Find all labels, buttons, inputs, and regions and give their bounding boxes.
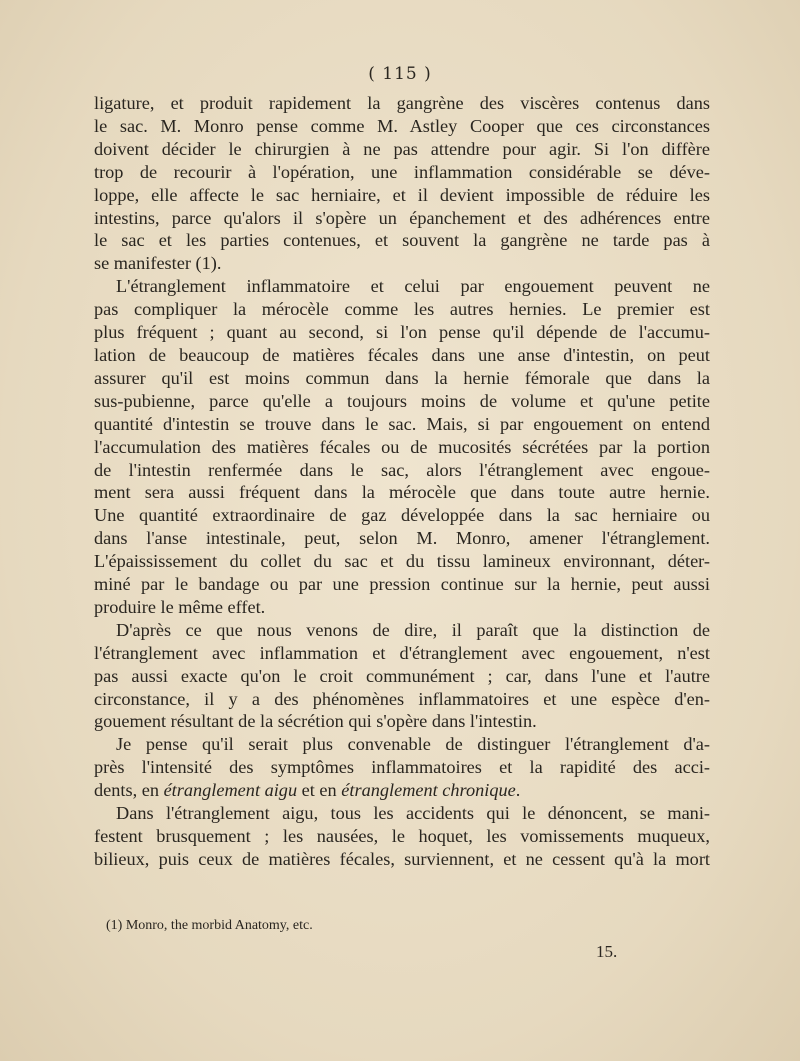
body-text [94,92,710,871]
text-line: Une quantité extraordinaire de gaz développée dans la sac herniaire ou [94,505,710,526]
text-line: D'après ce que nous venons de dire, il paraît que la distinction de [116,619,710,640]
text-line: bilieux, puis ceux de matières fécales, surviennent, et ne cessent qu'à la mort [94,848,710,869]
italic-term: étranglement aigu [163,780,298,801]
text-line: lation de beaucoup de matières fécales dans une anse d'intestin, on peut [94,344,710,365]
text-line: festent brusquement ; les nausées, le hoquet, les vomissements muqueux, [94,826,710,846]
text-fragment: dents, en [94,780,164,801]
text-line: produire le même effet. [94,596,266,617]
signature-mark: 15. [596,942,618,961]
text-line: gouement résultant de la sécrétion qui s'opère dans l'intestin. [94,711,537,732]
italic-term: étranglement chronique [341,780,516,801]
text-line: circonstance, il y a des phénomènes inflammatoires et une espèce d'en- [94,688,710,709]
page-number: ( 115 ) [368,64,432,84]
text-line: quantité d'intestin se trouve dans le sac. Mais, si par engouement on entend [94,413,710,434]
text-line: l'accumulation des matières fécales ou de mucosités sécrétées par la portion [94,436,710,457]
text-line: trop de recourir à l'opération, une inflammation considérable se déve- [94,161,710,182]
text-line: pas compliquer la mérocèle comme les autres hernies. Le premier est [94,299,710,320]
text-line: se manifester (1). [94,253,222,274]
text-line: Je pense qu'il serait plus convenable de distinguer l'étranglement d'a- [116,734,710,755]
text-fragment: et en [297,780,342,801]
text-line: pas aussi exacte qu'on le croit communément ; car, dans l'une et l'autre [94,665,710,686]
footnote: (1) Monro, the morbid Anatomy, etc. [106,918,313,933]
text-line: sus-pubienne, parce qu'elle a toujours moins de volume et qu'une petite [94,390,710,411]
text-line: plus fréquent ; quant au second, si l'on pense qu'il dépende de l'accumu- [94,322,710,343]
text-line: de l'intestin renfermée dans le sac, alors l'étranglement avec engoue- [94,459,710,480]
text-line: ment sera aussi fréquent dans la mérocèle que dans toute autre hernie. [94,482,710,503]
text-line: L'étranglement inflammatoire et celui par engouement peuvent ne [116,276,710,297]
text-line: intestins, parce qu'alors il s'opère un épanchement et des adhérences entre [94,207,710,228]
text-line: près l'intensité des symptômes inflammatoires et la rapidité des acci- [94,757,710,778]
text-fragment: . [515,780,521,801]
text-line: L'épaississement du collet du sac et du tissu lamineux environnant, déter- [94,551,710,572]
text-line: dans l'anse intestinale, peut, selon M. Monro, amener l'étranglement. [94,528,710,549]
text-line: loppe, elle affecte le sac herniaire, et il devient impossible de réduire les [94,184,710,205]
text-line: Dans l'étranglement aigu, tous les accidents qui le dénoncent, se mani- [116,803,710,824]
text-line: assurer qu'il est moins commun dans la hernie fémorale que dans la [94,367,710,388]
text-line [94,779,710,802]
text-line: doivent décider le chirurgien à ne pas attendre pour agir. Si l'on diffère [94,138,710,159]
text-line: le sac et les parties contenues, et souvent la gangrène ne tarde pas à [94,230,710,251]
text-line: le sac. M. Monro pense comme M. Astley Cooper que ces circonstances [94,115,710,136]
text-line: miné par le bandage ou par une pression continue sur la hernie, peut aussi [94,574,710,595]
text-line: l'étranglement avec inflammation et d'étranglement avec engouement, n'est [94,642,710,663]
text-line: ligature, et produit rapidement la gangrène des viscères contenus dans [94,93,710,113]
